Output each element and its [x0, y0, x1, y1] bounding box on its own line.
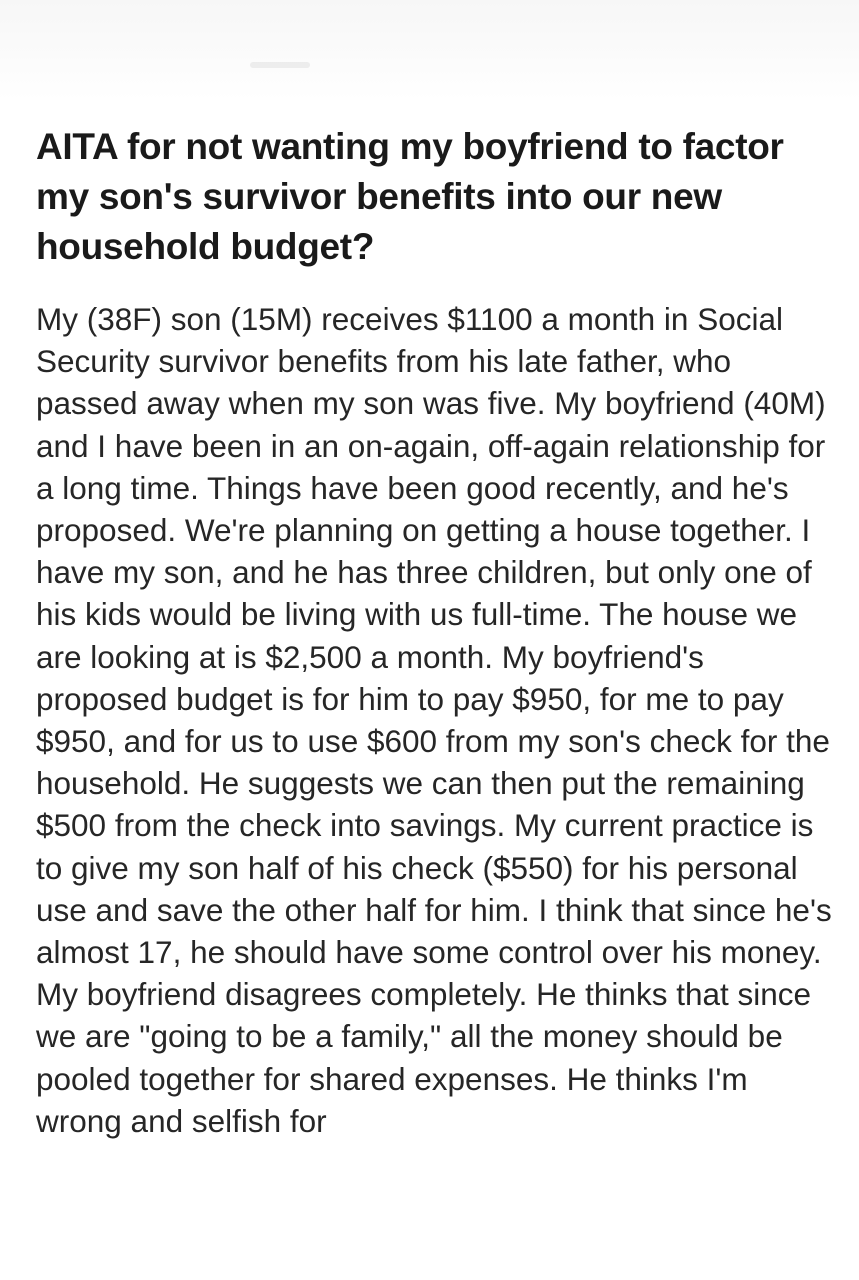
post-body-text: My (38F) son (15M) receives $1100 a month in Social Security survivor benefits from his late father, who passed away when my son was five. My boyfriend (40M) and I have been in an on-again, off-again relationship for a long time. Things have been good recently, and he's proposed. We're planning on getting a house together. I have my son, and he has three children, but only one of his kids would be living with us full-time. The house we are looking at is $2,500 a month. My boyfriend's proposed budget is for him to pay $950, for me to pay $950, and for us to use $600 from my son's check for the household. He suggests we can then put the remaining $500 from the check into savings. My current practice is to give my son half of his check ($550) for his personal use and save the other half for him. I think that since he's almost 17, he should have some control over his money. My boyfriend disagrees completely. He thinks that since we are "going to be a family," all the money should be pooled together for shared expenses. He thinks I'm wrong and selfish for	[36, 301, 832, 1139]
blurred-mark	[250, 62, 310, 68]
post-title: AITA for not wanting my boyfriend to factor my son's survivor benefits into our new household budget?	[36, 126, 784, 267]
blurred-header-area	[0, 0, 859, 100]
post-content	[36, 122, 836, 1142]
